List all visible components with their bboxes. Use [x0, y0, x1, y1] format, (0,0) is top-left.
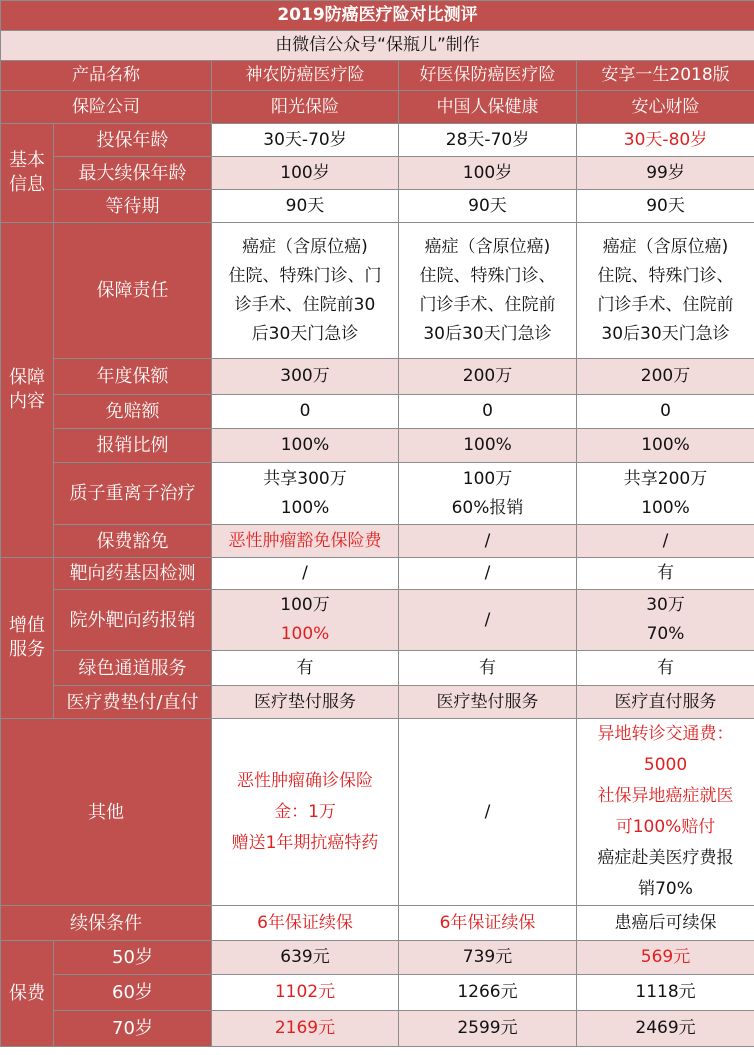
premium-70-value-3: 2469元 [577, 1011, 754, 1047]
waiver-row [1, 525, 754, 558]
max-renew-value-1: 100岁 [212, 157, 399, 190]
duty-3-line: 30后30天门急诊 [601, 323, 730, 344]
proton-1-line: 100% [280, 497, 330, 518]
waiting-value-2: 90天 [399, 190, 577, 223]
renew-cond-label: 续保条件 [1, 906, 212, 941]
group-coverage-line2: 内容 [9, 391, 45, 412]
outpatient-drug-value-2: / [399, 590, 577, 651]
max-renew-value-2: 100岁 [399, 157, 577, 190]
premium-60-row [1, 975, 754, 1011]
premium-60-value-1: 1102元 [212, 975, 399, 1011]
other-3-line: 销70% [638, 879, 693, 899]
group-coverage-line1: 保障 [9, 367, 45, 388]
other-value-2: / [399, 719, 577, 906]
green-label: 绿色通道服务 [54, 651, 212, 686]
green-value-2: 有 [399, 651, 577, 686]
duty-1-line: 后30天门急诊 [251, 323, 359, 344]
ratio-value-1: 100% [212, 429, 399, 463]
group-value-added [1, 558, 54, 719]
premium-70-label: 70岁 [54, 1011, 212, 1047]
annual-label: 年度保额 [54, 359, 212, 395]
premium-70-value-1: 2169元 [212, 1011, 399, 1047]
company-3: 安心财险 [577, 91, 754, 124]
outpatient-drug-value-1 [212, 590, 399, 651]
other-1-line: 恶性肿瘤确诊保险 [237, 770, 373, 791]
max-renew-value-3: 99岁 [577, 157, 754, 190]
other-3-line: 可100%赔付 [615, 817, 716, 837]
ratio-row [1, 429, 754, 463]
green-value-1: 有 [212, 651, 399, 686]
duty-2-line: 住院、特殊门诊、 [419, 265, 556, 286]
outpatient-drug-3-line: 30万 [646, 595, 685, 615]
premium-50-label: 50岁 [54, 941, 212, 975]
premium-50-row [1, 941, 754, 975]
other-value-3 [577, 719, 754, 906]
group-basic-line1: 基本 [9, 150, 45, 171]
outpatient-drug-3-line: 70% [646, 624, 685, 644]
proton-3-line: 100% [641, 497, 690, 518]
outpatient-drug-1-line: 100% [280, 624, 330, 644]
premium-50-value-1: 639元 [212, 941, 399, 975]
duty-2-line: 癌症（含原位癌) [424, 236, 551, 257]
max-renew-label: 最大续保年龄 [54, 157, 212, 190]
premium-60-label: 60岁 [54, 975, 212, 1011]
group-basic-line2: 信息 [9, 174, 45, 195]
duty-value-1 [212, 223, 399, 359]
title-row [1, 1, 754, 31]
age-value-1: 30天-70岁 [212, 124, 399, 157]
outpatient-drug-1-line: 100万 [280, 595, 330, 615]
other-3-line: 异地转诊交通费： [597, 724, 734, 744]
ratio-value-3: 100% [577, 429, 754, 463]
duty-1-line: 住院、特殊门诊、门 [228, 265, 382, 286]
ratio-label: 报销比例 [54, 429, 212, 463]
deductible-value-3: 0 [577, 395, 754, 429]
group-basic-info [1, 124, 54, 223]
page-title: 2019防癌医疗险对比测评 [1, 1, 754, 31]
waiver-label: 保费豁免 [54, 525, 212, 558]
proton-row [1, 463, 754, 525]
annual-value-1: 300万 [212, 359, 399, 395]
proton-value-2 [399, 463, 577, 525]
advance-value-2: 医疗垫付服务 [399, 686, 577, 719]
company-label: 保险公司 [1, 91, 212, 124]
waiting-label: 等待期 [54, 190, 212, 223]
product-name-label: 产品名称 [1, 61, 212, 91]
company-row [1, 91, 754, 124]
other-3-line: 社保异地癌症就医 [597, 786, 734, 806]
age-value-3: 30天-80岁 [577, 124, 754, 157]
duty-1-line: 诊手术、住院前30 [234, 294, 376, 315]
duty-3-line: 门诊手术、住院前 [597, 294, 734, 315]
proton-1-line: 共享300万 [263, 468, 347, 489]
premium-60-value-2: 1266元 [399, 975, 577, 1011]
duty-2-line: 30后30天门急诊 [423, 323, 552, 344]
renew-cond-row [1, 906, 754, 941]
group-value-line1: 增值 [9, 615, 45, 636]
deductible-value-1: 0 [212, 395, 399, 429]
annual-row [1, 359, 754, 395]
ratio-value-2: 100% [399, 429, 577, 463]
product-3-name: 安享一生2018版 [577, 61, 754, 91]
age-value-2: 28天-70岁 [399, 124, 577, 157]
company-1: 阳光保险 [212, 91, 399, 124]
proton-value-1 [212, 463, 399, 525]
gene-label: 靶向药基因检测 [54, 558, 212, 590]
advance-value-3: 医疗直付服务 [577, 686, 754, 719]
product-1-name: 神农防癌医疗险 [212, 61, 399, 91]
renew-cond-value-2: 6年保证续保 [399, 906, 577, 941]
premium-60-value-3: 1118元 [577, 975, 754, 1011]
proton-label: 质子重离子治疗 [54, 463, 212, 525]
other-1-line: 赠送1年期抗癌特药 [231, 832, 379, 853]
max-renew-row [1, 157, 754, 190]
proton-2-line: 60%报销 [451, 497, 524, 518]
group-premium: 保费 [1, 941, 54, 1047]
deductible-value-2: 0 [399, 395, 577, 429]
other-3-line: 癌症赴美医疗费报 [597, 848, 734, 868]
deductible-row [1, 395, 754, 429]
duty-3-line: 癌症（含原位癌) [602, 236, 729, 257]
duty-label: 保障责任 [54, 223, 212, 359]
duty-row [1, 223, 754, 359]
group-value-line2: 服务 [9, 639, 45, 660]
green-row [1, 651, 754, 686]
outpatient-drug-label: 院外靶向药报销 [54, 590, 212, 651]
gene-row [1, 558, 754, 590]
green-value-3: 有 [577, 651, 754, 686]
waiting-value-1: 90天 [212, 190, 399, 223]
gene-value-2: / [399, 558, 577, 590]
group-coverage [1, 223, 54, 558]
product-2-name: 好医保防癌医疗险 [399, 61, 577, 91]
age-label: 投保年龄 [54, 124, 212, 157]
deductible-label: 免赔额 [54, 395, 212, 429]
company-2: 中国人保健康 [399, 91, 577, 124]
age-row [1, 124, 754, 157]
waiting-row [1, 190, 754, 223]
premium-50-value-2: 739元 [399, 941, 577, 975]
premium-70-value-2: 2599元 [399, 1011, 577, 1047]
duty-3-line: 住院、特殊门诊、 [597, 265, 734, 286]
other-value-1 [212, 719, 399, 906]
waiver-value-3: / [577, 525, 754, 558]
premium-70-row [1, 1011, 754, 1047]
duty-value-3 [577, 223, 754, 359]
proton-value-3 [577, 463, 754, 525]
annual-value-2: 200万 [399, 359, 577, 395]
annual-value-3: 200万 [577, 359, 754, 395]
page-subtitle: 由微信公众号“保瓶儿”制作 [1, 31, 754, 61]
gene-value-3: 有 [577, 558, 754, 590]
other-label: 其他 [1, 719, 212, 906]
product-header-row [1, 61, 754, 91]
gene-value-1: / [212, 558, 399, 590]
proton-2-line: 100万 [462, 468, 513, 489]
duty-1-line: 癌症（含原位癌) [242, 236, 368, 257]
advance-value-1: 医疗垫付服务 [212, 686, 399, 719]
outpatient-drug-value-3 [577, 590, 754, 651]
outpatient-drug-row [1, 590, 754, 651]
duty-2-line: 门诊手术、住院前 [419, 294, 556, 315]
proton-3-line: 共享200万 [623, 468, 708, 489]
advance-row [1, 686, 754, 719]
duty-value-2 [399, 223, 577, 359]
advance-label: 医疗费垫付/直付 [54, 686, 212, 719]
renew-cond-value-1: 6年保证续保 [212, 906, 399, 941]
other-3-line: 5000 [643, 755, 688, 775]
waiver-value-2: / [399, 525, 577, 558]
subtitle-row [1, 31, 754, 61]
other-row [1, 719, 754, 906]
other-1-line: 金：1万 [274, 801, 336, 822]
waiver-value-1: 恶性肿瘤豁免保险费 [212, 525, 399, 558]
premium-50-value-3: 569元 [577, 941, 754, 975]
renew-cond-value-3: 患癌后可续保 [577, 906, 754, 941]
waiting-value-3: 90天 [577, 190, 754, 223]
